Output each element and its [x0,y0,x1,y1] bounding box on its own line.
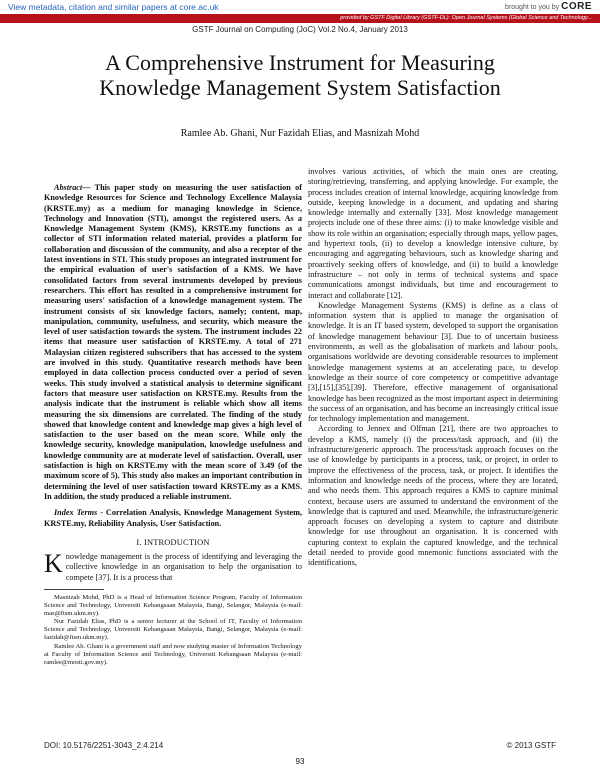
footnote-divider [44,589,104,590]
doi-footer: DOI: 10.5176/2251-3043_2.4.214 [44,741,164,750]
author-list: Ramlee Ab. Ghani, Nur Fazidah Elias, and Masnizah Mohd [180,128,420,139]
footnote: Nur Fazidah Elias, PhD is a senior lecturer at the School of IT, Faculty of Information Science and Technology, Universiti Kebangsaan Malaysia, Bangi, Selangor, Malaysia (e-mail: fazidah@ftsm.ukm.my). [44,618,302,642]
title-line-1: A Comprehensive Instrument for Measuring [105,50,495,75]
footnote: Ramlee Ab. Ghani is a government staff and now studying master of Information Technology at Faculty of Information Science and Technology, Universiti Kebangsaan Malaysia (e-mail: ramlee@mosti.gov.my). [44,642,302,666]
title-line-2: Knowledge Management System Satisfaction [99,75,501,100]
page-number: 93 [295,757,305,766]
abstract-label: Abstract— [54,183,91,192]
left-column [44,183,302,667]
body-paragraph: Knowledge Management Systems (KMS) is define as a class of information system that is applied to manage the organisation of knowledge. It is an IT based system, developed to support the organisation of knowledge management behaviour [3]. Due to of uncertain business environments, as well as the globalisation of markets and labour pools, organisations worldwide are devoting considerable resources to implement knowledge management systems at an accelerating pace, to develop knowledge as their source of core competency or competitive advantage [3],[15],[35],[39]. Therefore, effective management of organisational knowledge has been recognized as the most important aspect in determining the success of an organisation, and has become an increasingly critical issue for technology implementation and management. [308,300,558,424]
metadata-banner [0,0,600,14]
abstract [44,183,302,502]
core-logo: CORE [561,1,592,12]
section-heading: I. INTRODUCTION [136,537,210,547]
brought-by-text: brought to you by [505,4,560,11]
journal-header: GSTF Journal on Computing (JoC) Vol.2 No.4, January 2013 [192,25,408,34]
drop-cap: K [44,549,63,579]
body-paragraph: According to Jennex and Olfman [21], there are two approaches to develop a KMS, namely (i) the process/task approach, and (ii) the infrastructure/generic approach. The process/task approach focuses on the use of knowledge by participants in a process, task, or project, in order to improve the effectiveness of the process, task, or project. It identifies the information and knowledge needs of the process, where they are located, and who needs them. This approach requires a KMS to capture minimal context, because users are assumed to understand the environment of the knowledge that is captured and used. Meanwhile, the infrastructure/generic approach focuses on developing a system to capture and distribute knowledge for use throughout an organisation. It is concerned with capturing context to explain the captured knowledge, and the technical detail needed to provide good mnemonic functions associated with the identifications, [308,424,558,568]
paper-title [40,50,560,100]
intro-text: nowledge management is the process of identifying and leveraging the collective knowledge in an organisation to help the organisation to compete [37]. It is a process that [65,552,302,582]
intro-paragraph [44,549,302,583]
core-brand [505,1,592,12]
provided-by-text[interactable]: provided by GSTF Digital Library (GSTF-DL): Open Journal Systems (Global Science and Technology... [340,15,592,21]
index-terms-label: Index Terms [54,508,98,518]
provider-bar [0,14,600,23]
copyright-footer: © 2013 GSTF [506,741,556,750]
abstract-text: This paper study on measuring the user satisfaction of Knowledge Resources for Science and Technology Excellence Malaysia (KRSTE.my) as a medium for managing knowledge in Science, Technology and Innovation (STI), amongst the registered users. As a Knowledge Management System (KMS), KRSTE.my functions as a collector of STI information related material, provides a platform for collaboration and discussion of the community, and also a receptor of the latest inventions in STI. This study proposes an integrated instrument for the empirical evaluation of user's satisfaction of a KMS. We have consolidated factors from several instruments developed by previous researchers. This effort has resulted in a comprehensive instrument for measuring users' satisfaction of a knowledge management system. The instrument consists of six knowledge factors, namely; content, map, manipulation, community, usefulness, and security, which measure the level of user satisfaction towards the system. The instrument includes 22 items that measure user satisfaction of KRSTE.my. A total of 271 Malaysian citizen registered subscribers that has accessed to the system are involved in this study. Quantitative research methods have been employed in data collection process conducted over a period of seven weeks. This study involved a statistical analysis to determine significant factors that measure user satisfaction on KRSTE.my. Results from the analysis indicate that the instrument is reliable which show all items measuring the six dimensions are correlated. The finding of the study showed that knowledge content and knowledge map gives a high level of satisfaction to the user based on the mean score. While only the knowledge security, knowledge manipulation, knowledge usefulness and knowledge community are at moderate level of satisfaction. Overall, user satisfaction is high on KRSTE.my with the mean score of 3.49 (of the maximum score of 5). This study also makes an important contribution in determining the level of user satisfaction toward KRSTE.my as a KMS. In addition, the study produced a reliable instrument. [44,183,302,501]
index-terms [44,508,302,529]
right-column [308,167,558,569]
body-paragraph: involves various activities, of which the main ones are creating, storing/retrieving, transferring, and applying knowledge. For example, the process includes creation of internal knowledge, acquiring knowledge from outside, keeping knowledge in a document, and updating and sharing knowledge internally and externally [33]. Most knowledge management projects include one of these three aims: (i) to make knowledge visible and show its role within an organisation; especially through maps, yellow pages, and hypertext tools, (ii) to develop a knowledge intensive culture, by encouraging and aggregating behaviours, such as knowledge sharing and proactively seeking offers of knowledge, and (ii) to build a knowledge infrastructure – not only in terms of technical systems and space communications amongst individuals, but time and encouragement to interact and collaborate [12]. [308,167,558,300]
core-metadata-link[interactable]: View metadata, citation and similar papers at core.ac.uk [8,2,219,12]
footnote: Masnizah Mohd, PhD is a Head of Information Science Program, Faculty of Information Science and Technology, Universiti Kebangsaan Malaysia, Bangi, Selangor, Malaysia (e-mail: mas@ftsm.ukm.my). [44,593,302,618]
index-terms-text: - Correlation Analysis, Knowledge Management System, KRSTE.my, Reliability Analysis, User Satisfaction. [44,508,302,528]
